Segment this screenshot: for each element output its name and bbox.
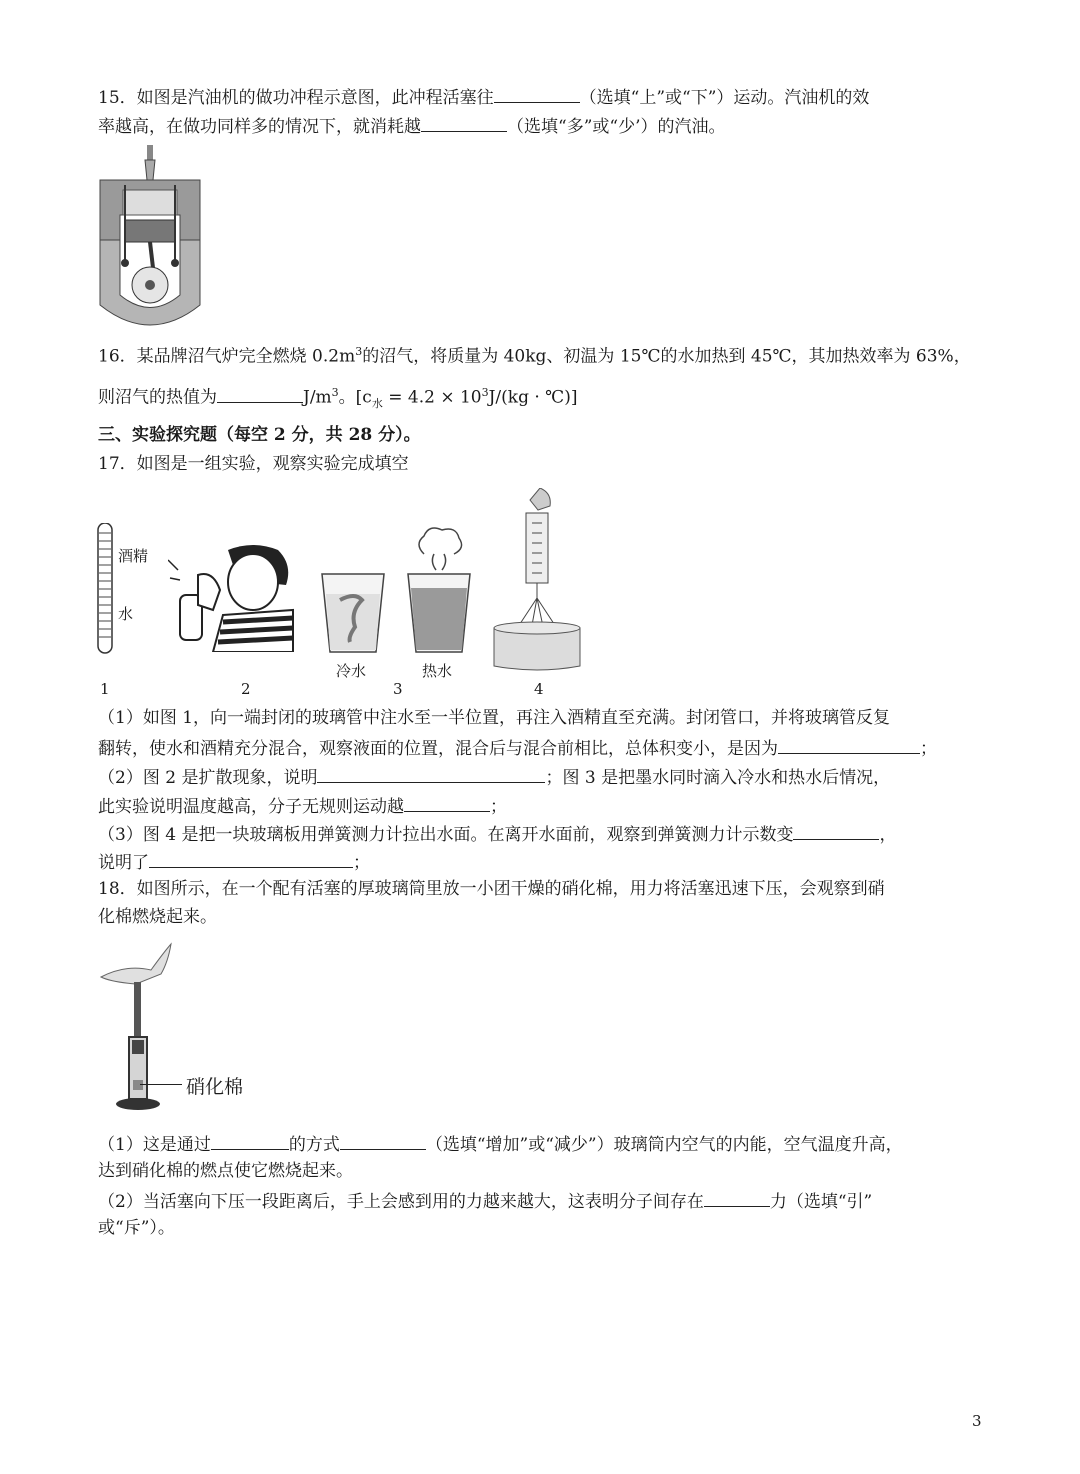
answer-blank[interactable] <box>793 821 879 840</box>
answer-blank[interactable] <box>494 84 580 103</box>
q18-line1: 18．如图所示，在一个配有活塞的厚玻璃筒里放一小团干燥的硝化棉，用力将活塞迅速下压，会观察到硝 <box>98 879 885 899</box>
cold-water-beaker <box>320 572 386 654</box>
q18-p2-line1: （2）当活塞向下压一段距离后，手上会感到用的力越来越大，这表明分子间存在 力（选填“引” <box>98 1188 872 1214</box>
q17-p2-line2: 此实验说明温度越高，分子无规则运动越 ； <box>98 793 507 819</box>
answer-blank[interactable] <box>704 1188 770 1207</box>
q18-p1-line1: （1）这是通过 的方式 （选填“增加”或“减少”）玻璃筒内空气的内能，空气温度升高， <box>98 1131 903 1157</box>
answer-blank[interactable] <box>217 384 303 403</box>
section-title: 三、实验探究题（每空 2 分，共 28 分）。 <box>98 425 421 445</box>
fig-number-2: 2 <box>241 680 251 698</box>
q18-p1-line2: 达到硝化棉的燃点使它燃烧起来。 <box>98 1161 353 1181</box>
answer-blank[interactable] <box>211 1131 289 1150</box>
alcohol-label: 酒精 <box>118 547 149 565</box>
q17-p3-line2: 说明了 ； <box>98 849 370 875</box>
answer-blank[interactable] <box>317 764 545 783</box>
q17-p3-line1: （3）图 4 是把一块玻璃板用弹簧测力计拉出水面。在离开水面前，观察到弹簧测力计示数变 ， <box>98 821 896 847</box>
steam-icon <box>414 524 466 572</box>
answer-blank[interactable] <box>778 735 920 754</box>
boy-smelling-figure <box>168 540 298 652</box>
q18-line2: 化棉燃烧起来。 <box>98 907 217 927</box>
q18-p2-line2: 或“斥”）。 <box>98 1218 175 1238</box>
spring-scale-figure <box>490 488 585 673</box>
q17-p1-line1: （1）如图 1，向一端封闭的玻璃管中注水至一半位置，再注入酒精直至充满。封闭管口，并将玻璃管反复 <box>98 708 891 728</box>
nitrocellulose-label: 硝化棉 <box>186 1076 244 1098</box>
hot-water-label: 热水 <box>422 662 453 680</box>
page-number: 3 <box>972 1412 982 1430</box>
q16-line2: 则沼气的热值为 $J/m^3$。[$c_水 = 4.2 \times 10^3J/(kg$ · ℃)] <box>98 381 577 416</box>
hot-water-beaker <box>406 572 472 654</box>
q15-line2: 率越高，在做功同样多的情况下，就消耗越 （选填“多”或“少’）的汽油。 <box>98 113 725 139</box>
fig-number-3: 3 <box>393 680 403 698</box>
q17-intro: 17．如图是一组实验，观察实验完成填空 <box>98 454 409 474</box>
label-pointer-line <box>140 1084 182 1085</box>
q16-line1: 16．某品牌沼气炉完全燃烧 $0.2m^3$的沼气，将质量为 40kg、初温为 15℃的水加热到 45℃，其加热效率为 63%， <box>98 345 971 367</box>
q17-p2-line1: （2）图 2 是扩散现象，说明 ；图 3 是把墨水同时滴入冷水和热水后情况， <box>98 764 890 790</box>
cold-water-label: 冷水 <box>336 662 367 680</box>
water-label: 水 <box>118 605 134 623</box>
q17-p1-line2: 翻转，使水和酒精充分混合，观察液面的位置，混合后与混合前相比，总体积变小，是因为 ； <box>98 735 937 761</box>
answer-blank[interactable] <box>340 1131 426 1150</box>
answer-blank[interactable] <box>404 793 490 812</box>
fig-number-1: 1 <box>100 680 110 698</box>
answer-blank[interactable] <box>421 113 507 132</box>
fig-number-4: 4 <box>534 680 544 698</box>
tube-figure <box>96 523 116 658</box>
q15-line1: 15．如图是汽油机的做功冲程示意图，此冲程活塞往 （选填“上”或“下”）运动。汽油机的效 <box>98 84 869 110</box>
engine-diagram <box>95 145 205 330</box>
piston-cylinder-figure <box>96 942 186 1114</box>
answer-blank[interactable] <box>149 849 353 868</box>
